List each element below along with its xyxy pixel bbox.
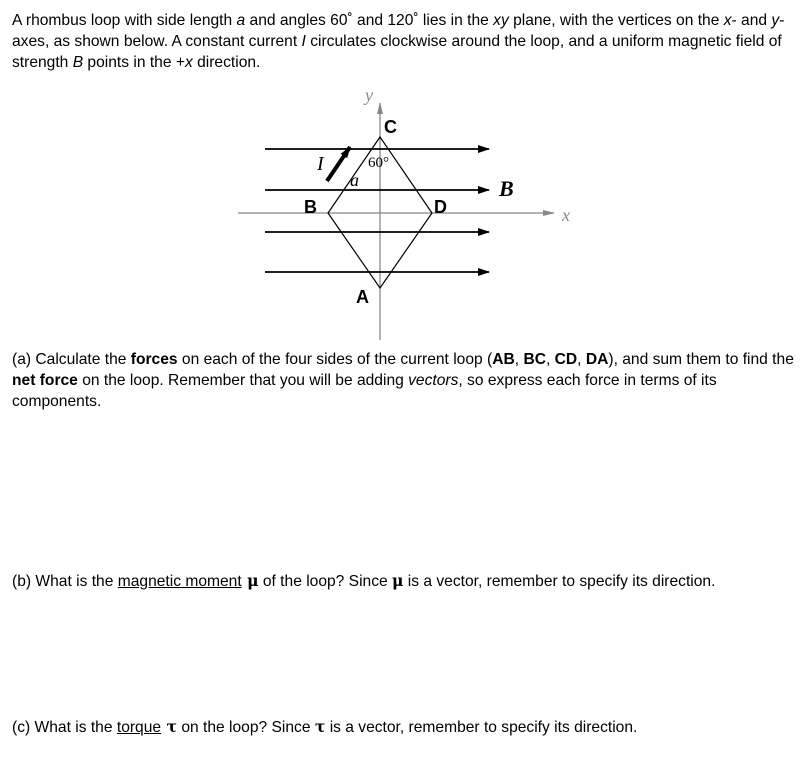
angle-label: 60° xyxy=(368,155,389,171)
var-xy: xy xyxy=(493,12,509,29)
text: - axes, as shown below. A constant current xyxy=(12,12,785,50)
text: , xyxy=(545,351,555,368)
current-label: I xyxy=(317,153,324,175)
tau-symbol: τ xyxy=(161,717,177,736)
text: (c) What is the xyxy=(12,719,117,736)
mu-symbol: μ xyxy=(241,571,259,590)
bold-text: net force xyxy=(12,372,78,389)
text: - and xyxy=(731,12,772,29)
vertex-a-label: A xyxy=(356,287,369,307)
bold-text: forces xyxy=(130,351,178,368)
text: ), and sum them to find the xyxy=(608,351,794,368)
text: of the loop? Since xyxy=(258,573,393,590)
text: on each of the four sides of the current loop ( xyxy=(177,351,493,368)
tau-symbol: τ xyxy=(314,717,326,736)
side-da: DA xyxy=(585,351,609,368)
mu-symbol: μ xyxy=(392,571,404,590)
text: on the loop. Remember that you will be adding xyxy=(77,372,409,389)
text: points in the + xyxy=(83,54,185,71)
text: (b) What is the xyxy=(12,573,118,590)
vertex-d-label: D xyxy=(434,197,447,217)
text: A rhombus loop with side length xyxy=(12,12,237,29)
text: (a) Calculate the xyxy=(12,351,131,368)
text: , xyxy=(514,351,524,368)
text: on the loop? Since xyxy=(177,719,315,736)
side-label: a xyxy=(350,170,359,190)
text: , xyxy=(577,351,586,368)
text: plane, with the vertices on the xyxy=(508,12,724,29)
side-bc: BC xyxy=(523,351,546,368)
x-axis-label: x xyxy=(562,205,570,225)
vertex-b-label: B xyxy=(304,197,317,217)
text: direction. xyxy=(192,54,261,71)
var-b: B xyxy=(72,54,84,71)
current-arrow-icon xyxy=(327,147,350,181)
field-label: B xyxy=(499,176,514,201)
var-a: a xyxy=(236,12,246,29)
var-x: x xyxy=(723,12,732,29)
var-x: x xyxy=(184,54,193,71)
var-y: y xyxy=(771,12,780,29)
text: is a vector, remember to specify its direction. xyxy=(403,573,716,590)
question-b xyxy=(12,570,797,592)
torque-link[interactable]: torque xyxy=(116,719,162,736)
side-ab: AB xyxy=(492,351,515,368)
text: , so express each force in terms of its components. xyxy=(12,372,717,410)
text: circulates clockwise around the loop, and a uniform magnetic field of strength xyxy=(12,33,782,71)
italic-text: vectors xyxy=(408,372,459,389)
question-c xyxy=(12,716,797,738)
question-a xyxy=(12,349,797,412)
side-cd: CD xyxy=(554,351,578,368)
text: and angles 60˚ and 120˚ lies in the xyxy=(245,12,494,29)
var-i: I xyxy=(301,33,306,50)
magnetic-moment-link[interactable]: magnetic moment xyxy=(117,573,242,590)
y-axis-label: y xyxy=(365,85,373,105)
text: is a vector, remember to specify its direction. xyxy=(325,719,638,736)
vertex-c-label: C xyxy=(384,117,397,137)
